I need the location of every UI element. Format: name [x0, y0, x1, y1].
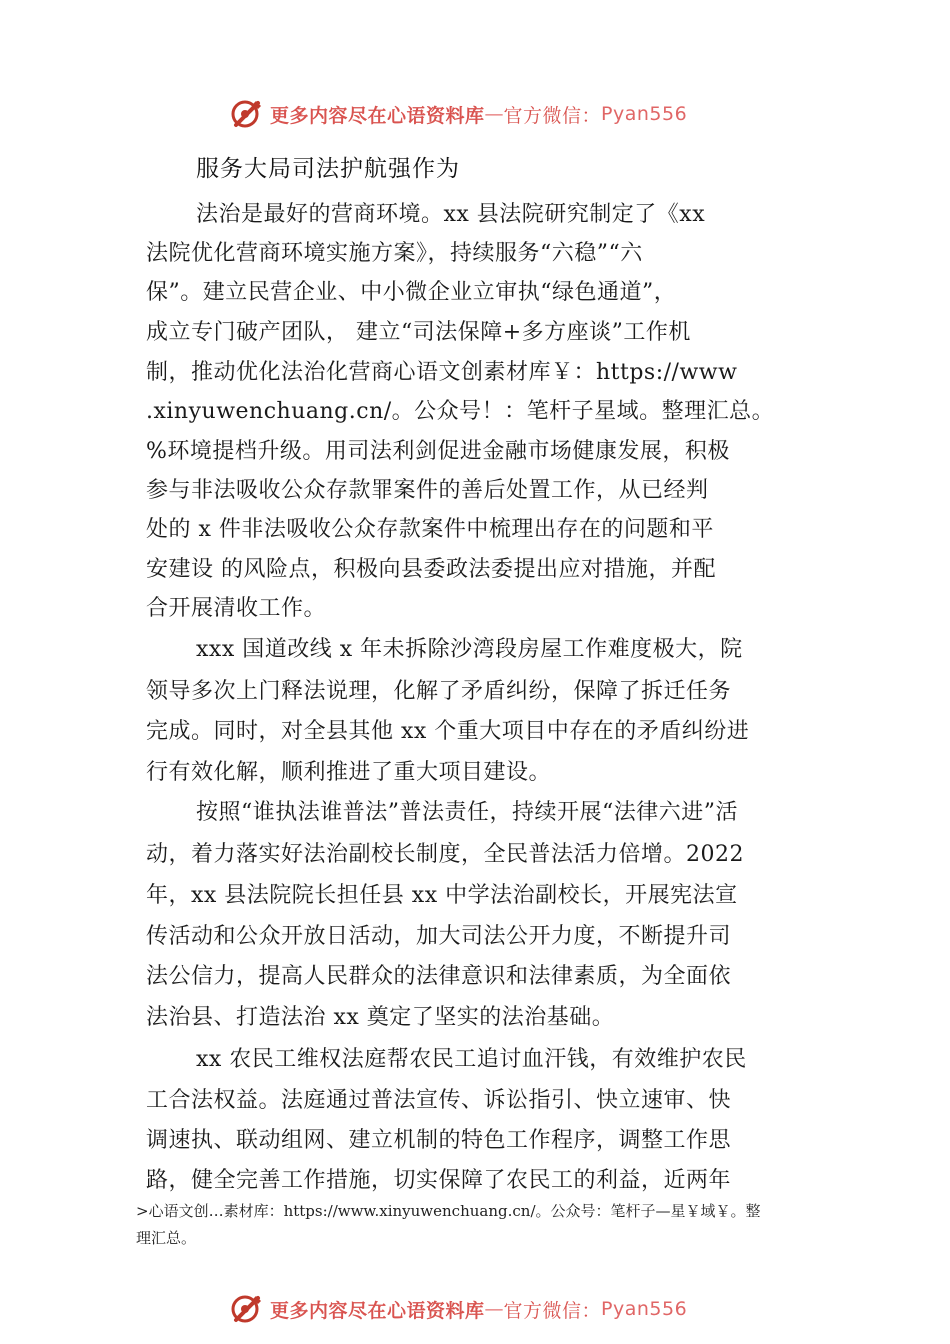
body-line: 处的 x 件非法吸收公众存款案件中梳理出存在的问题和平	[146, 517, 714, 542]
banner-dash: —	[484, 1298, 504, 1320]
body-line: 传活动和公众开放日活动，加大司法公开力度，不断提升司	[146, 924, 732, 949]
body-line: xxx 国道改线 x 年未拆除沙湾段房屋工作难度极大，院	[196, 637, 743, 662]
body-line: 年，xx 县法院院长担任县 xx 中学法治副校长，开展宪法宣	[146, 883, 738, 908]
body-line: 完成。同时，对全县其他 xx 个重大项目中存在的矛盾纠纷进	[146, 719, 750, 744]
body-line: 调速执、联动组网、建立机制的特色工作程序，调整工作思	[146, 1128, 732, 1153]
body-line: 路，健全完善工作措施，切实保障了农民工的利益，近两年	[146, 1168, 732, 1193]
body-line: 动，着力落实好法治副校长制度，全民普法活力倍增。2022	[146, 842, 744, 867]
footnote-line: 理汇总。	[136, 1229, 197, 1247]
body-line: 工合法权益。法庭通过普法宣传、诉讼指引、快立速审、快	[146, 1088, 732, 1113]
banner-dash: —	[484, 103, 504, 125]
body-line: 按照“谁执法谁普法”普法责任，持续开展“法律六进”活	[196, 800, 738, 825]
body-line: %环境提档升级。用司法利剑促进金融市场健康发展，积极	[146, 439, 730, 464]
footnote-line: >心语文创…素材库：https://www.xinyuwenchuang.cn/。公众号：笔杆子—星￥域￥。整	[136, 1202, 761, 1220]
body-line: 法公信力，提高人民群众的法律意识和法律素质，为全面依	[146, 964, 732, 989]
body-line: 法院优化营商环境实施方案》，持续服务“六稳”“六	[146, 241, 643, 266]
body-line: 制，推动优化法治化营商心语文创素材库￥：https://www	[146, 360, 738, 385]
pen-logo-icon	[230, 1292, 264, 1326]
body-line: 行有效化解，顺利推进了重大项目建设。	[146, 760, 552, 785]
body-line: 领导多次上门释法说理，化解了矛盾纠纷，保障了拆迁任务	[146, 679, 732, 704]
pen-logo-icon	[230, 97, 264, 131]
header-banner	[230, 94, 687, 134]
banner-handle: Pyan556	[601, 1298, 688, 1320]
body-line: xx 农民工维权法庭帮农民工追讨血汗钱，有效维护农民	[196, 1047, 747, 1072]
body-line: 保”。建立民营企业、中小微企业立审执“绿色通道”，	[146, 280, 677, 305]
body-line: .xinyuwenchuang.cn/。公众号！：笔杆子星域。整理汇总。	[146, 399, 775, 424]
body-line: 法治是最好的营商环境。xx 县法院研究制定了《xx	[196, 202, 706, 227]
body-line: 成立专门破产团队， 建立“司法保障+多方座谈”工作机	[146, 320, 691, 345]
body-line: 合开展清收工作。	[146, 596, 327, 621]
banner-label: 官方微信：	[503, 104, 602, 127]
banner-slogan: 更多内容尽在心语资料库	[270, 1299, 485, 1322]
document-title: 服务大局司法护航强作为	[196, 156, 460, 182]
body-line: 安建设 的风险点，积极向县委政法委提出应对措施，并配	[146, 557, 716, 582]
banner-slogan: 更多内容尽在心语资料库	[270, 104, 485, 127]
banner-handle: Pyan556	[601, 103, 688, 125]
body-line: 参与非法吸收公众存款罪案件的善后处置工作，从已经判	[146, 478, 709, 503]
body-line: 法治县、打造法治 xx 奠定了坚实的法治基础。	[146, 1005, 615, 1030]
banner-label: 官方微信：	[503, 1299, 602, 1322]
footer-banner	[230, 1289, 687, 1329]
